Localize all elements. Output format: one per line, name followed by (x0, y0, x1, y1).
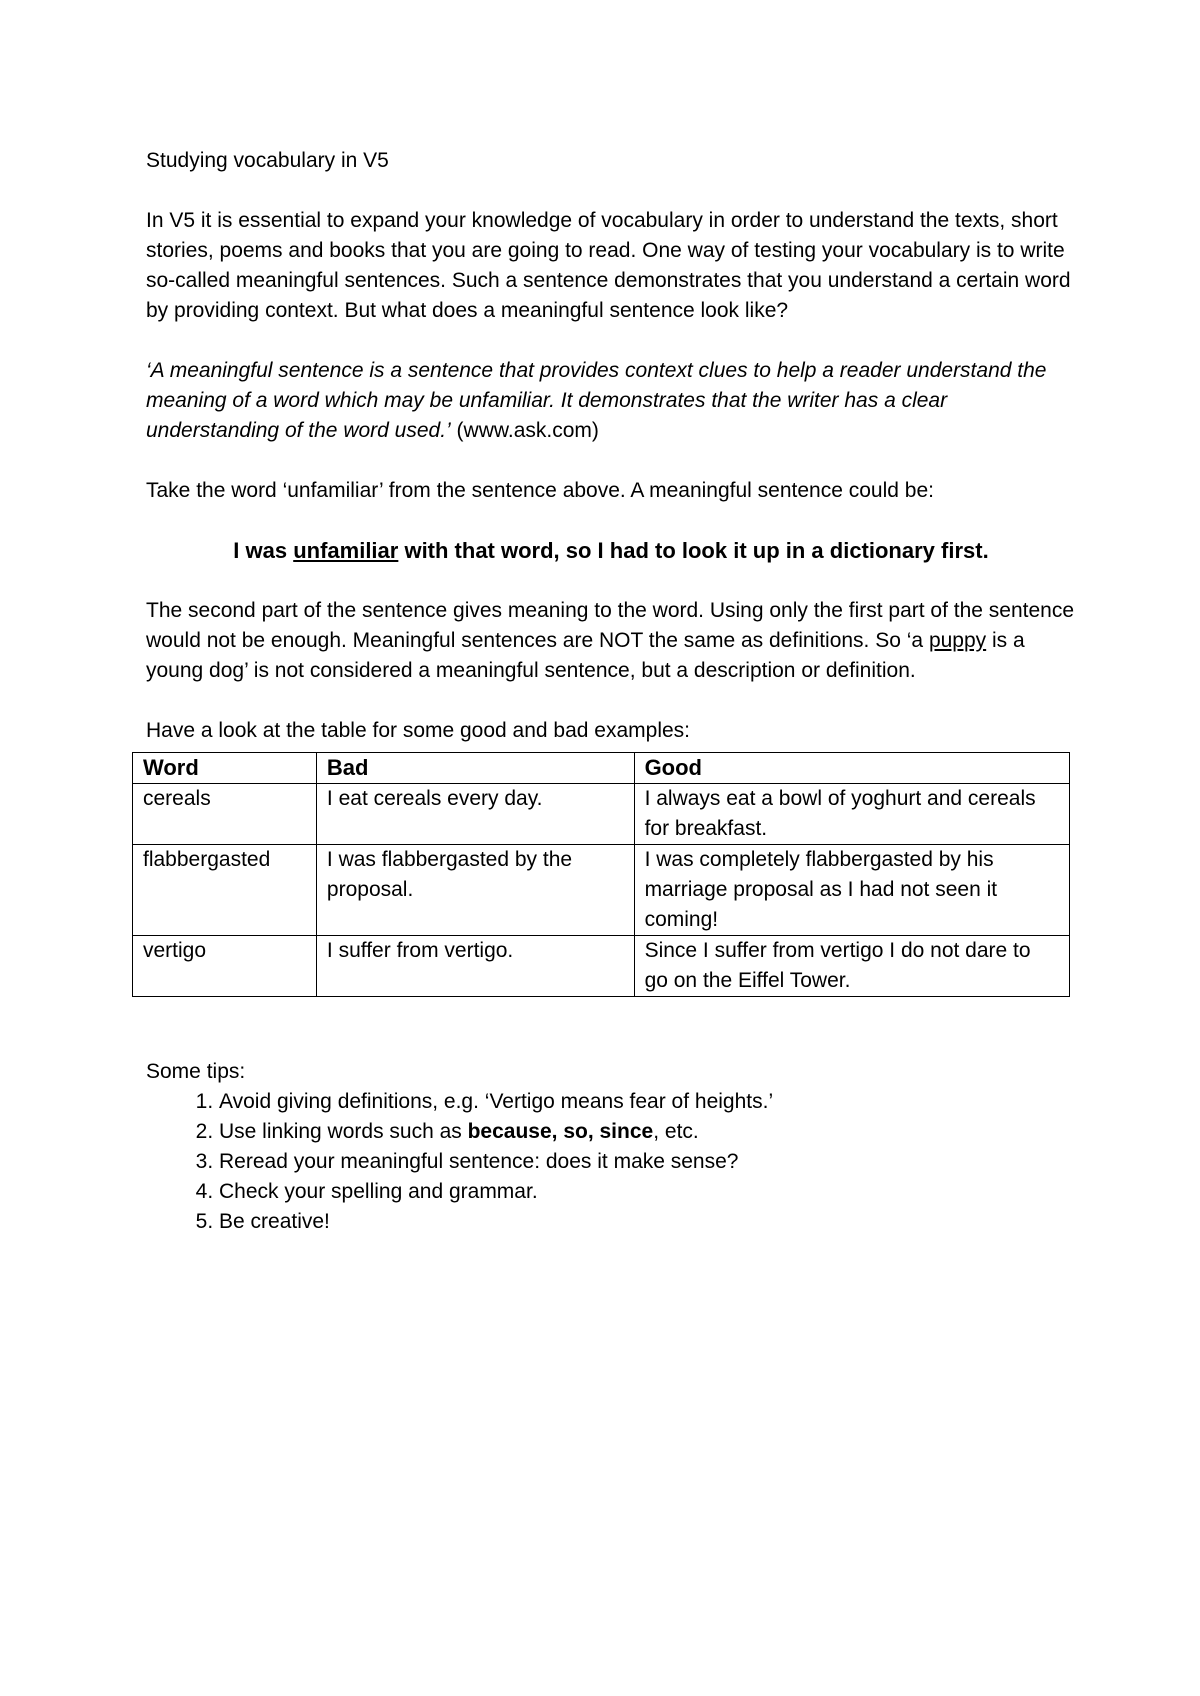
table-row (133, 784, 1070, 845)
quote-source: (www.ask.com) (450, 419, 599, 442)
explain-before: The second part of the sentence gives meaning to the word. Using only the first part of the sentence would not be enough. Meaningful sentences are NOT the same as definitions. So ‘a (146, 599, 1075, 652)
example-sentence (146, 536, 1076, 566)
header-bad: Bad (316, 753, 634, 784)
list-item: 1. Avoid giving definitions, e.g. ‘Vertigo means fear of heights.’ (219, 1087, 1076, 1117)
cell-bad: I was flabbergasted by the proposal. (316, 845, 634, 936)
tips-list (146, 1087, 1076, 1237)
cell-word: cereals (133, 784, 317, 845)
examples-table (132, 752, 1070, 997)
cell-bad: I suffer from vertigo. (316, 936, 634, 997)
cell-word: flabbergasted (133, 845, 317, 936)
list-item (219, 1117, 1076, 1147)
explain-after: is a young dog’ is not considered a meaningful sentence, but a description or definition. (146, 629, 1025, 682)
quote-text: ‘A meaningful sentence is a sentence that provides context clues to help a reader understand the meaning of a word which may be unfamiliar. It demonstrates that the writer has a clear understanding of the word used.’ (146, 359, 1047, 442)
cell-word: vertigo (133, 936, 317, 997)
quote-paragraph (146, 356, 1076, 446)
document-page (143, 146, 1076, 1237)
take-word-paragraph: Take the word ‘unfamiliar’ from the sentence above. A meaningful sentence could be: (146, 479, 934, 502)
example-after: with that word, so I had to look it up in a dictionary first. (398, 538, 989, 563)
example-word: unfamiliar (293, 538, 399, 563)
table-row (133, 936, 1070, 997)
tip-text: , etc. (653, 1120, 699, 1143)
cell-bad: I eat cereals every day. (316, 784, 634, 845)
table-header-row (133, 753, 1070, 784)
list-item: 5. Be creative! (219, 1207, 1076, 1237)
list-item: 3. Reread your meaningful sentence: does it make sense? (219, 1147, 1076, 1177)
table-row (133, 845, 1070, 936)
linking-words: because, so, since (467, 1120, 654, 1143)
tips-title: Some tips: (146, 1060, 246, 1083)
document-title: Studying vocabulary in V5 (146, 149, 389, 172)
header-word: Word (133, 753, 317, 784)
explanation-paragraph (146, 596, 1076, 686)
cell-good: Since I suffer from vertigo I do not dare to go on the Eiffel Tower. (634, 936, 1069, 997)
table-intro: Have a look at the table for some good and bad examples: (146, 719, 691, 742)
tip-text: Use linking words such as (219, 1120, 468, 1143)
example-before: I was (233, 538, 294, 563)
list-item: 4. Check your spelling and grammar. (219, 1177, 1076, 1207)
header-good: Good (634, 753, 1069, 784)
intro-paragraph: In V5 it is essential to expand your knowledge of vocabulary in order to understand the texts, short stories, poems and books that you are going to read. One way of testing your vocabulary is to write so-called meaningful sentences. Such a sentence demonstrates that you understand a certain word by providing context. But what does a meaningful sentence look like? (146, 209, 1071, 322)
cell-good: I always eat a bowl of yoghurt and cereals for breakfast. (634, 784, 1069, 845)
cell-good: I was completely flabbergasted by his marriage proposal as I had not seen it coming! (634, 845, 1069, 936)
explain-word: puppy (928, 629, 987, 652)
